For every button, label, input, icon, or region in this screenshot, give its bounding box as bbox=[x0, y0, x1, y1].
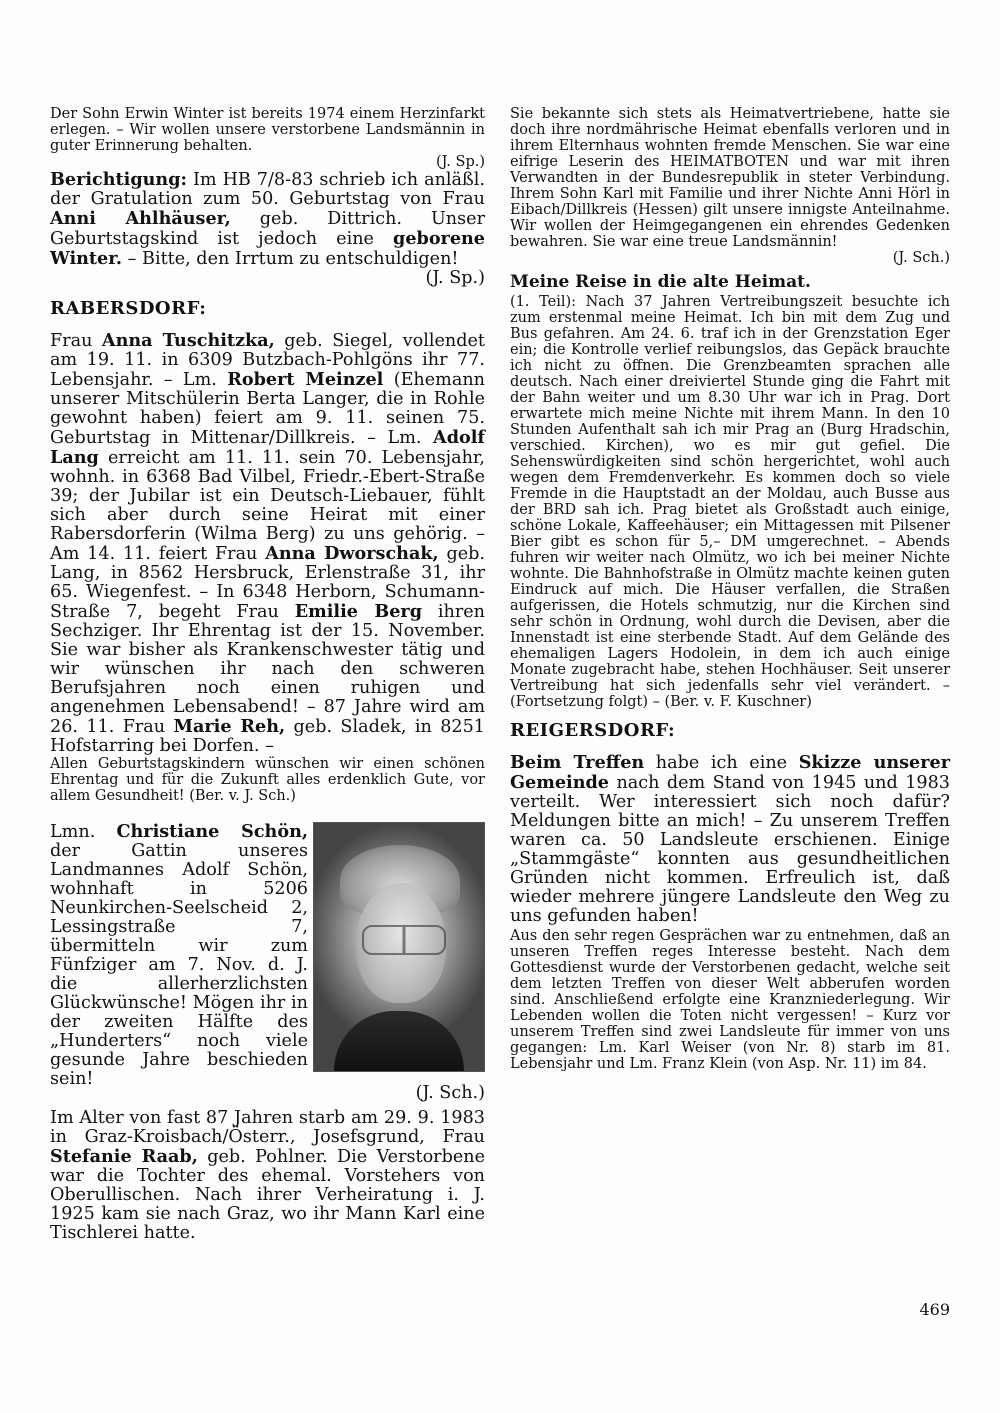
page-number: 469 bbox=[919, 1300, 950, 1319]
paragraph-winter-obituary bbox=[50, 106, 485, 170]
portrait-photo bbox=[313, 822, 485, 1072]
person-name: Emilie Berg bbox=[294, 601, 423, 622]
text: Frau bbox=[50, 331, 102, 351]
photo-glasses bbox=[362, 925, 446, 955]
paragraph-raab-obituary bbox=[50, 1109, 485, 1243]
section-heading-reigersdorf: REIGERSDORF: bbox=[510, 720, 676, 741]
paragraph-birthdays bbox=[50, 331, 485, 756]
text: geb. Siegel, vollendet am 19. 11. in 6309 Butzbach-Pohlgöns ihr 77. Lebensjahr. – Lm. bbox=[50, 331, 485, 390]
person-name: Anna Dworschak, bbox=[265, 543, 439, 564]
text: ihren Sechziger. Ihr Ehrentag ist der 15. November. Sie war bisher als Krankenschwester tätig und wir wünschen ihr nach den schweren Berufsjahren noch einen ruhigen und angenehmen Lebensabend! – 87 Jahre wird am 26. 11. Frau bbox=[50, 602, 486, 737]
text: der Gattin unseres Landmannes Adolf Schön, wohnhaft in 5206 Neunkirchen-Seelscheid 2, Lessingstraße 7, übermitteln wir zum Fünfziger am 7. Nov. d. J. die allerherzlichsten Glückwünsche! Mögen ihr in der zweiten Hälfte des „Hunderters“ noch viele gesunde Jahre beschieden sein! bbox=[50, 840, 308, 1089]
text: Sie bekannte sich stets als Heimatvertriebene, hatte sie doch ihre nordmährische Heimat ebenfalls verloren und in ihrem Elternhaus wohnten fremde Menschen. Sie war eine eifrige Leserin des HEIMATBOTEN und war mit ihren Verwandten in der Bundesrepublik in steter Verbindung. Ihrem Sohn Karl mit Familie und ihrer Nichte Anni Hörl in Eibach/Dillkreis (Hessen) gilt unsere innigste Anteilnahme. Wir wollen der Heimgegangenen ein ehrendes Gedenken bewahren. Sie war eine treue Landsmännin! bbox=[510, 106, 950, 250]
text: geb. Lang, in 8562 Hersbruck, Erlenstraße 31, ihr 65. Wiegenfest. – In 6348 Herborn, Schumann-Straße 7, begeht Frau bbox=[50, 544, 486, 622]
text: geb. Pohlner. Die Verstorbene war die Tochter des ehemal. Vorstehers von Oberullischen. Nach ihrer Verheiratung i. J. 1925 kam sie nach Graz, wo ihr Mann Karl eine Tischlerei hatte. bbox=[50, 1146, 485, 1243]
paragraph-treffen bbox=[510, 753, 950, 926]
subheading-reise: Meine Reise in die alte Heimat. bbox=[510, 272, 811, 292]
right-column bbox=[510, 106, 950, 1072]
photo-block bbox=[50, 822, 485, 1090]
person-name: Anna Tuschitzka, bbox=[101, 330, 275, 351]
text: Lmn. bbox=[50, 821, 117, 842]
photo-collar bbox=[334, 1011, 464, 1071]
section-heading-rabersdorf: RABERSDORF: bbox=[50, 298, 207, 319]
paragraph-schoen bbox=[50, 822, 308, 1089]
signature: (J. Sp.) bbox=[425, 268, 485, 288]
text: geb. Sladek, in 8251 Hofstarring bei Dorfen. – bbox=[50, 717, 485, 756]
text: geb. Dittrich. Unser Geburtstagskind ist jedoch eine bbox=[50, 209, 485, 249]
signature: (J. Sp.) bbox=[435, 154, 485, 170]
person-name: Robert Meinzel bbox=[227, 369, 384, 390]
text: Im HB 7/8-83 schrieb ich anläßl. der Gratulation zum 50. Geburtstag von Frau bbox=[50, 170, 485, 209]
person-name: Anni Ahlhäuser, bbox=[50, 208, 231, 229]
text: (Ehemann unserer Mitschülerin Berta Langer, die in Rohle gewohnt haben) feiert am 9. 11. seinen 75. Geburtstag in Mittenar/Dillkreis. – Lm. bbox=[50, 370, 485, 448]
paragraph-reise: (1. Teil): Nach 37 Jahren Vertreibungszeit besuchte ich zum erstenmal meine Heimat. Ich bin mit dem Zug und Bus gefahren. Am 24. 6. traf ich in der Grenzstation Eger ein; die Kontrolle verlief reibungslos, das Gepäck brauchte ich nicht zu öffnen. Die Grenzbeamten sprachen alle deutsch. Nach einer dreiviertel Stunde ging die Fahrt mit der Bahn weiter und um 8.30 Uhr war ich in Prag. Dort erwartete mich meine Nichte mit ihrem Mann. In den 10 Stunden Aufenthalt sah ich mir Prag an (Burg Hradschin, verschied. Kirchen), wo es mir gut gefiel. Die Sehenswürdigkeiten sind schön hergerichtet, wohl auch wegen dem Fremdenverkehr. Es kommen doch so viele Fremde in die Hauptstadt an der Moldau, auch Busse aus der BRD sah ich. Prag bietet als Großstadt auch einige, schöne Lokale, Kaffeehäuser; ein Mittagessen mit Pilsener Bier gibt es schon für 5,– DM umgerechnet. – Abends fuhren wir weiter nach Olmütz, wo ich bei meiner Nichte wohnte. Die Bahnhofstraße in Olmütz machte keinen guten Eindruck auf mich. Die Häuser verfallen, die Straßen aufgerissen, die Hotels schmutzig, nur die Kirchen sind sehr schön in Ordnung, wohl durch die Devisen, aber die Innenstadt ist eine sterbende Stadt. Auf dem Gelände des ehemaligen Lagers Hodolein, in dem ich auch einige Monate zugebracht habe, stehen Hochhäuser. Seit unserer Vertreibung hat sich jedenfalls sehr viel verändert. – (Fortsetzung folgt) – (Ber. v. F. Kuschner) bbox=[510, 294, 950, 710]
correction-label: Berichtigung: bbox=[50, 169, 188, 190]
emphasis: Beim Treffen bbox=[510, 752, 645, 773]
text: nach dem Stand von 1945 und 1983 verteilt. Wer interessiert sich noch dafür? Meldungen bitte an mich! – Zu unserem Treffen waren ca. 50 Landsleute erschienen. Einige „Stammgäste“ konnten aus gesundheitlichen Gründen nicht kommen. Erfreulich ist, daß wieder mehrere jüngere Landsleute den Weg zu uns gefunden haben! bbox=[510, 773, 950, 926]
text: habe ich eine bbox=[644, 753, 799, 773]
text: erreicht am 11. 11. sein 70. Lebensjahr, wohnh. in 6368 Bad Vilbel, Friedr.-Ebert-Straße 39; der Jubilar ist ein Deutsch-Liebauer, fühlt sich aber durch seine Heirat mit einer Rabersdorferin (Wilma Berg) zu uns gehörig. – Am 14. 11. feiert Frau bbox=[50, 448, 485, 564]
person-name: Stefanie Raab, bbox=[50, 1145, 198, 1167]
paragraph-wishes: Allen Geburtstagskindern wünschen wir einen schönen Ehrentag und für die Zukunft alles erdenklich Gute, vor allem Gesundheit! (Ber. v. J. Sch.) bbox=[50, 756, 485, 804]
person-name: Adolf Lang bbox=[50, 427, 485, 468]
person-name: Marie Reh, bbox=[173, 716, 286, 737]
paragraph-gespraeche: Aus den sehr regen Gesprächen war zu entnehmen, daß an unseren Treffen reges Interesse besteht. Nach dem Gottesdienst wurde der Verstorbenen gedacht, welche seit dem letzten Treffen von dieser Welt abberufen worden sind. Anschließend erfolgte eine Kranzniederlegung. Wir Lebenden wollen die Toten nicht vergessen! – Kurz vor unserem Treffen sind zwei Landsleute für immer von uns gegangen: Lm. Karl Weiser (von Nr. 8) starb im 81. Lebensjahr und Lm. Franz Klein (von Asp. Nr. 11) im 84. bbox=[510, 928, 950, 1072]
emphasis: Skizze unserer Gemeinde bbox=[510, 752, 950, 793]
signature: (J. Sch.) bbox=[415, 1082, 485, 1103]
signature: (J. Sch.) bbox=[892, 250, 950, 266]
text: – Bitte, den Irrtum zu entschuldigen! bbox=[122, 249, 459, 269]
text: Der Sohn Erwin Winter ist bereits 1974 einem Herzinfarkt erlegen. – Wir wollen unsere verstorbene Landsmännin in guter Erinnerung behalten. bbox=[50, 106, 485, 154]
text: Im Alter von fast 87 Jahren starb am 29. 9. 1983 in Graz-Kroisbach/Österr., Josefsgrund, Frau bbox=[50, 1107, 485, 1147]
person-name: Christiane Schön, bbox=[116, 820, 308, 842]
paragraph-correction bbox=[50, 170, 485, 288]
emphasis: geborene Winter. bbox=[50, 228, 485, 269]
paragraph-raab-continued bbox=[510, 106, 950, 266]
left-column bbox=[50, 106, 485, 1243]
